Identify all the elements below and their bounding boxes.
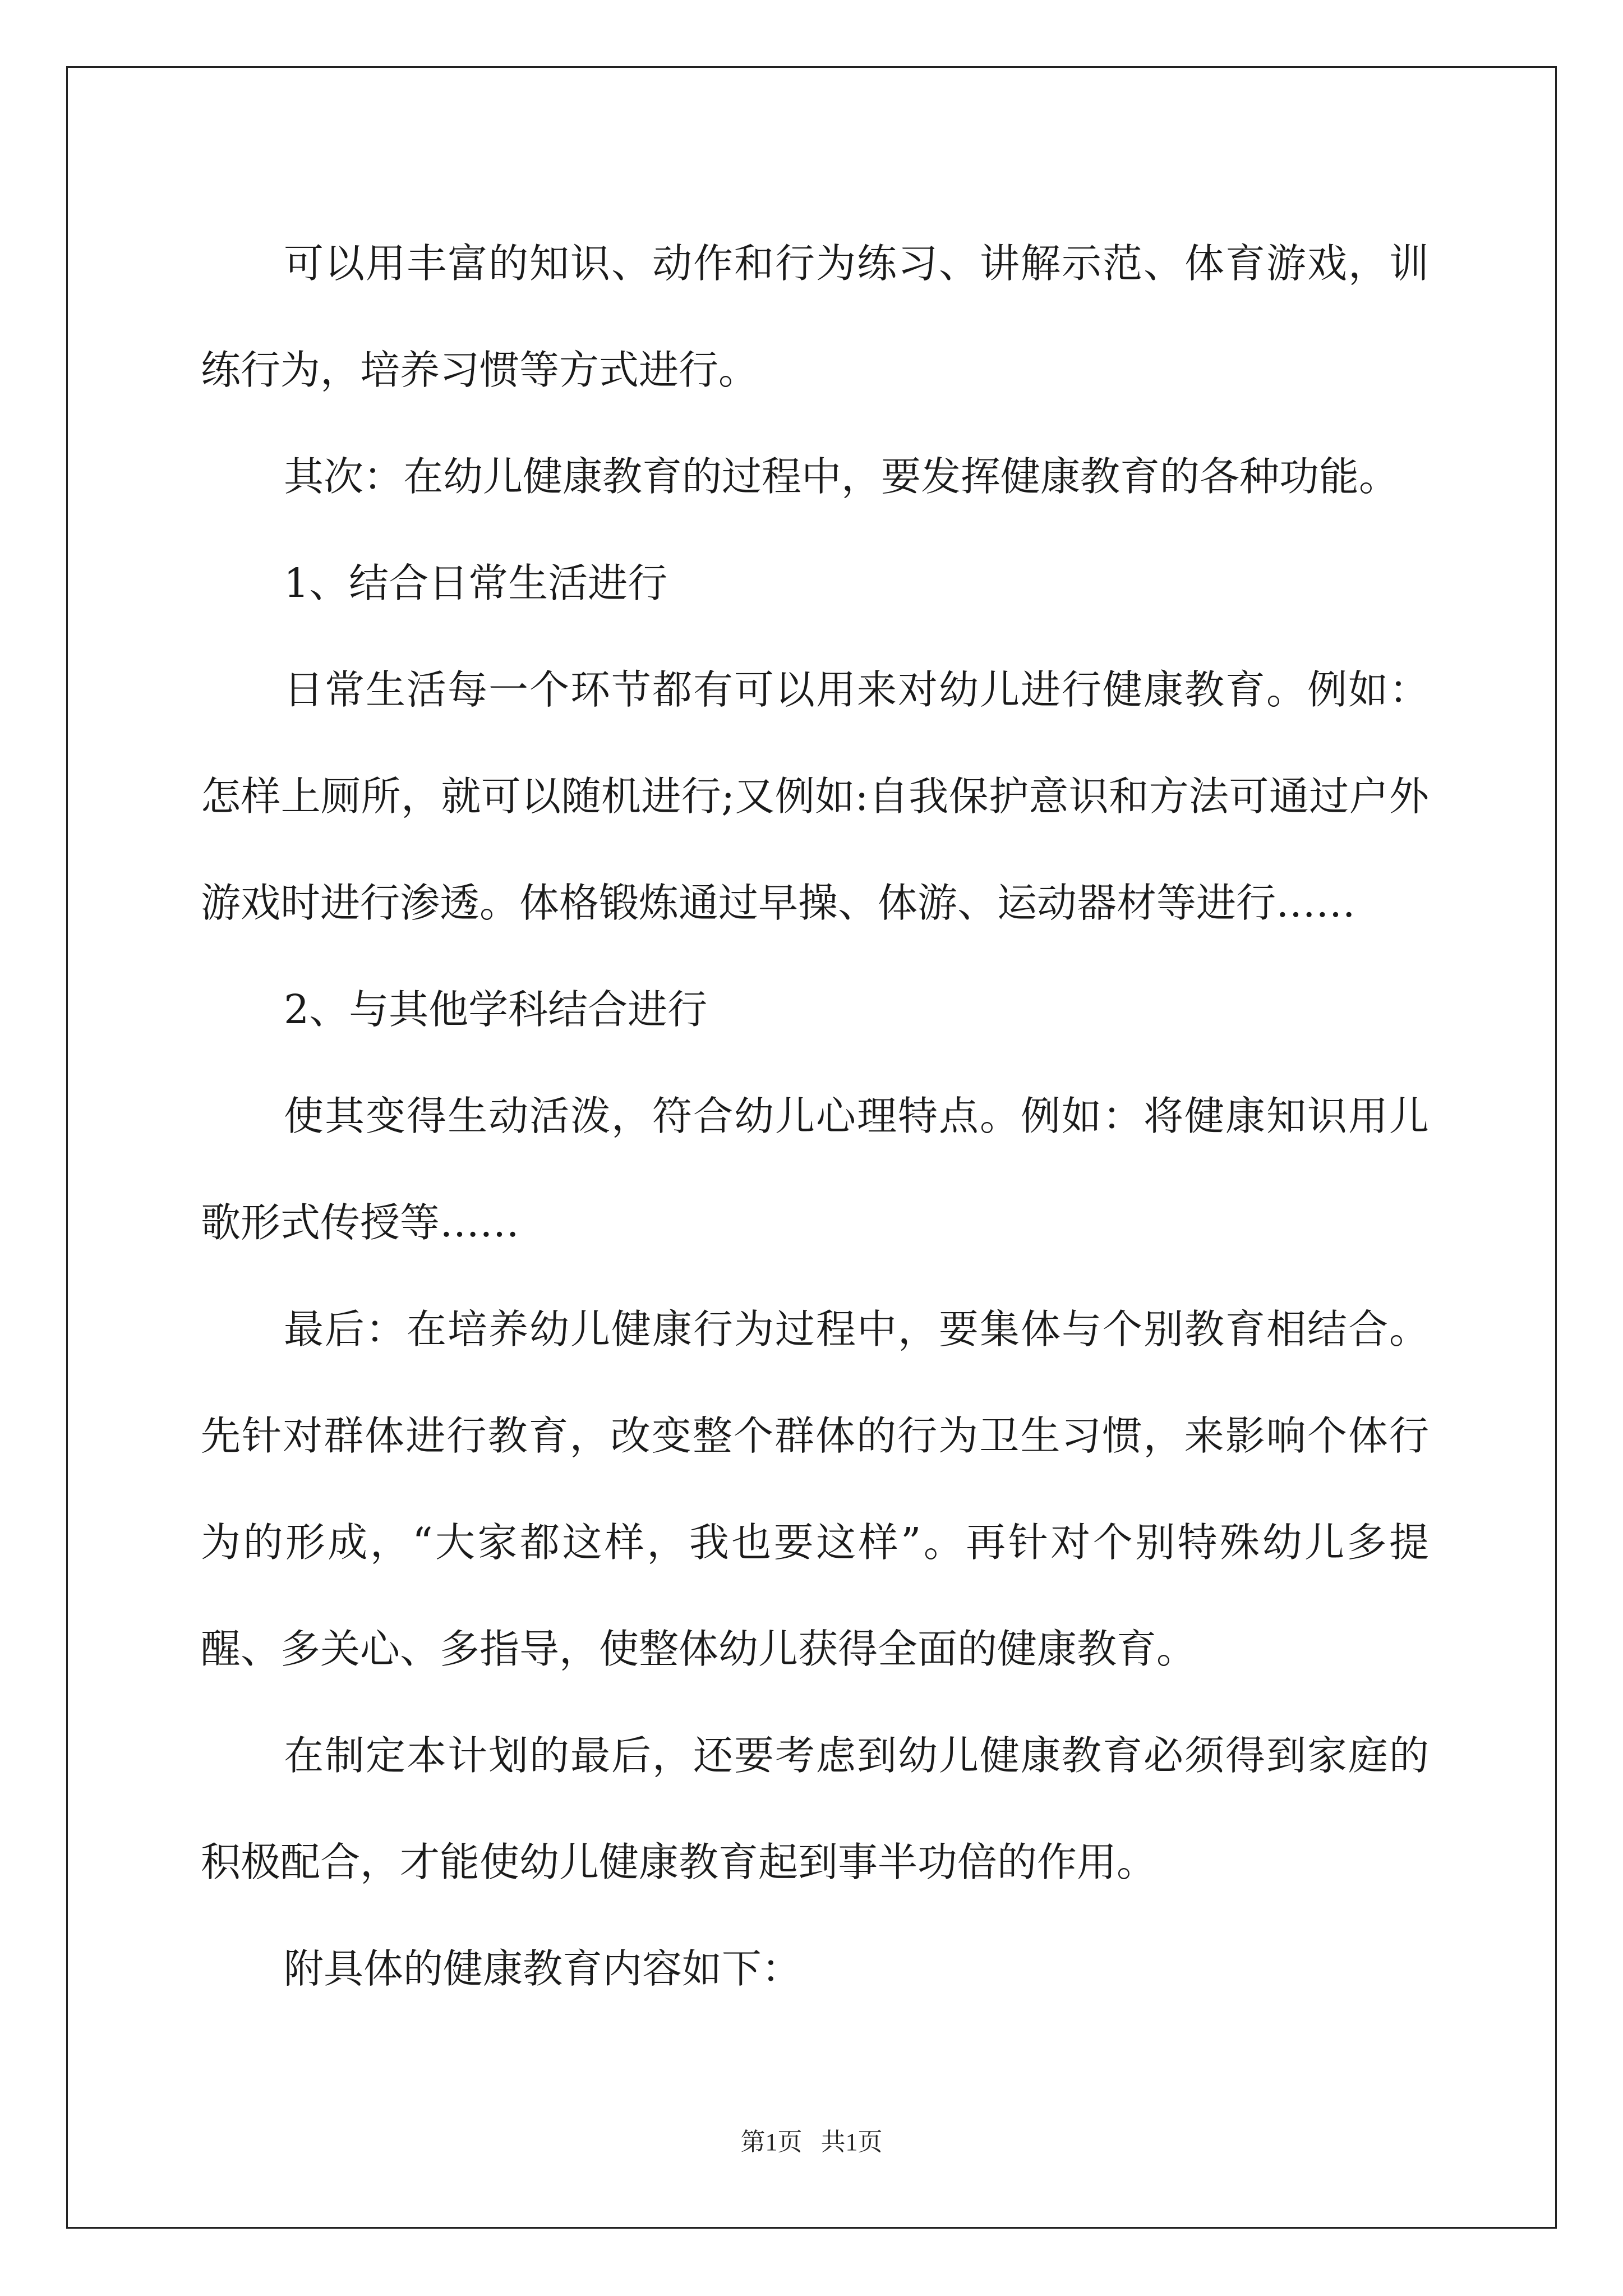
paragraph-2: 其次：在幼儿健康教育的过程中，要发挥健康教育的各种功能。 (284, 453, 1399, 500)
paragraph-7: 附具体的健康教育内容如下： (284, 1945, 802, 1992)
document-body (201, 210, 1429, 2022)
heading-2: 2、与其他学科结合进行 (284, 986, 708, 1033)
heading-1: 1、结合日常生活进行 (284, 560, 668, 606)
paragraph-5: 最后：在培养幼儿健康行为过程中，要集体与个别教育相结合。先针对群体进行教育，改变整个群体的行为卫生习惯，来影响个体行为的形成，“大家都这样，我也要这样”。再针对个别特殊幼儿多提醒、多关心、多指导，使整体幼儿获得全面的健康教育。 (201, 1306, 1429, 1672)
paragraph-1: 可以用丰富的知识、动作和行为练习、讲解示范、体育游戏，训练行为，培养习惯等方式进行。 (201, 240, 1429, 393)
paragraph-3: 日常生活每一个环节都有可以用来对幼儿进行健康教育。例如：怎样上厕所，就可以随机进行;又例如:自我保护意识和方法可通过户外游戏时进行渗透。体格锻炼通过早操、体游、运动器材等进行…… (201, 666, 1429, 926)
page-number-footer: 第1页 共1页 (740, 2128, 883, 2156)
paragraph-4: 使其变得生动活泼，符合幼儿心理特点。例如：将健康知识用儿歌形式传授等…… (201, 1093, 1429, 1246)
paragraph-6: 在制定本计划的最后，还要考虑到幼儿健康教育必须得到家庭的积极配合，才能使幼儿健康教育起到事半功倍的作用。 (201, 1732, 1429, 1885)
